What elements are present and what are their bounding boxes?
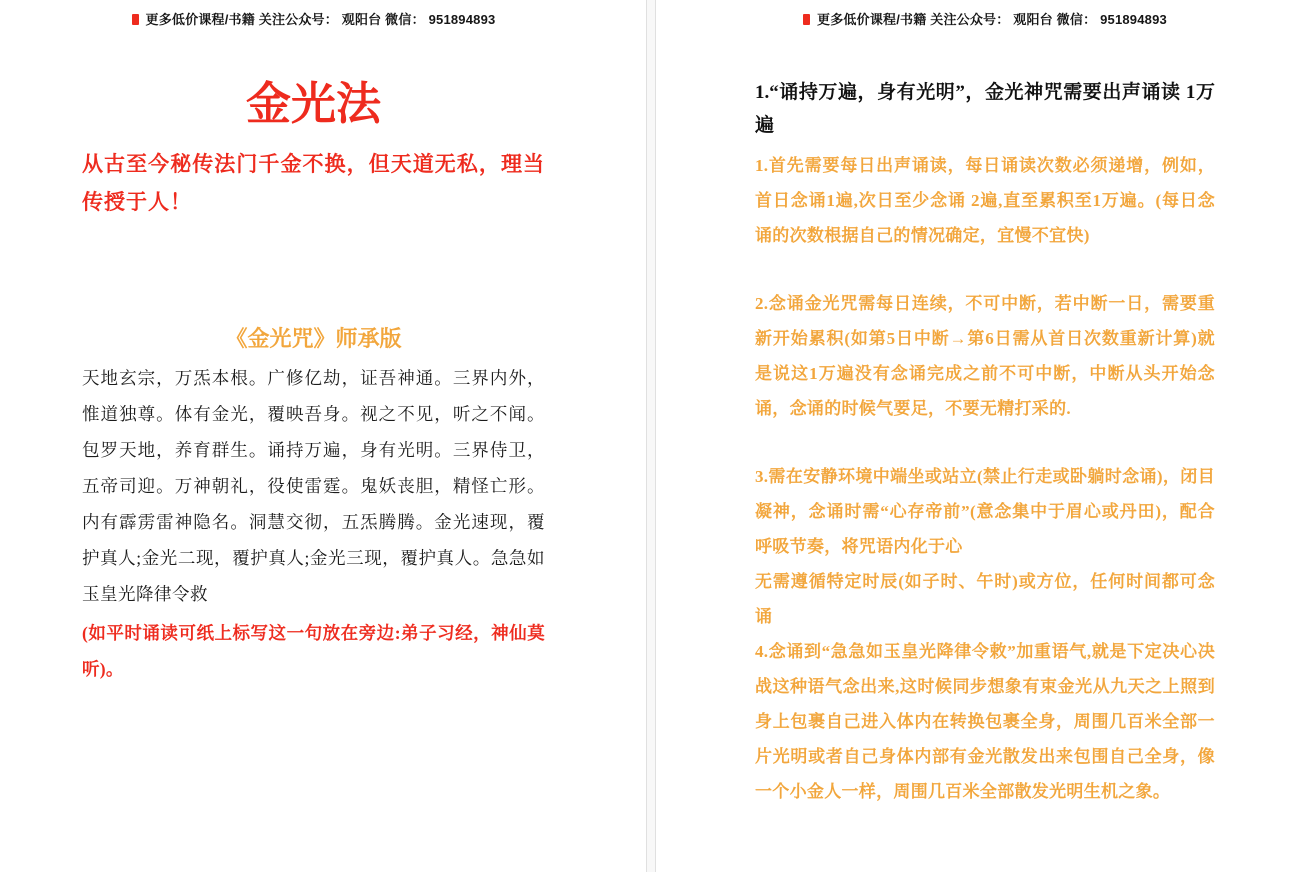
page-header-note (82, 0, 545, 27)
section-heading: 《金光咒》师承版 (225, 326, 402, 351)
instruction-paragraph-3: 3.需在安静环境中端坐或站立(禁止行走或卧躺时念诵)，闭目凝神，念诵时需“心存帝前”(意念集中于眉心或丹田)，配合呼吸节奏，将咒语内化于心 (755, 467, 1215, 556)
red-seal-icon (803, 14, 810, 25)
header-note-text: 更多低价课程/书籍 关注公众号： 观阳台 微信： 951894893 (145, 12, 496, 27)
intro-text: 从古至今秘传法门千金不换，但天道无私，理当传授于人！ (82, 152, 545, 214)
header-note-text: 更多低价课程/书籍 关注公众号： 观阳台 微信： 951894893 (817, 12, 1167, 27)
page-gutter-divider (646, 0, 656, 872)
red-seal-icon (132, 14, 139, 25)
annotation-note: (如平时诵读可纸上标写这一句放在旁边:弟子习经，神仙莫听)。 (82, 623, 545, 679)
topic-heading: 1.“诵持万遍，身有光明”，金光神咒需要出声诵读 1万遍 (755, 82, 1215, 136)
page-left (0, 0, 646, 872)
page-header-note (755, 0, 1215, 27)
instruction-paragraph-2: 2.念诵金光咒需每日连续，不可中断，若中断一日，需要重新开始累积(如第5日中断→第6日需从首日次数重新计算)就是说这1万遍没有念诵完成之前不可中断，中断从头开始念诵，念诵的时候气要足，不要无精打采的. (755, 294, 1215, 418)
instruction-paragraph-1: 1.首先需要每日出声诵读，每日诵读次数必须递增，例如，首日念诵1遍,次日至少念诵 2遍,直至累积至1万遍。(每日念诵的次数根据自己的情况确定，宜慢不宜快) (755, 156, 1215, 245)
page-right (656, 0, 1312, 872)
document-title: 金光法 (245, 79, 381, 129)
instruction-paragraph-4: 4.念诵到“急急如玉皇光降律令敕”加重语气,就是下定决心决战这种语气念出来,这时候同步想象有束金光从九天之上照到身上包裹自己进入体内在转换包裹全身，周围几百米全部一片光明或者自己身体内部有金光散发出来包围自己全身，像一个小金人一样，周围几百米全部散发光明生机之象。 (755, 642, 1215, 801)
instruction-paragraph-3b: 无需遵循特定时辰(如子时、午时)或方位，任何时间都可念诵 (755, 572, 1215, 626)
mantra-text: 天地玄宗，万炁本根。广修亿劫，证吾神通。三界内外，惟道独尊。体有金光，覆映吾身。视之不见，听之不闻。包罗天地，养育群生。诵持万遍，身有光明。三界侍卫，五帝司迎。万神朝礼，役使雷霆。鬼妖丧胆，精怪亡形。内有霹雳雷神隐名。洞慧交彻，五炁腾腾。金光速现，覆护真人;金光二现，覆护真人;金光三现，覆护真人。急急如玉皇光降律令救 (82, 368, 545, 604)
